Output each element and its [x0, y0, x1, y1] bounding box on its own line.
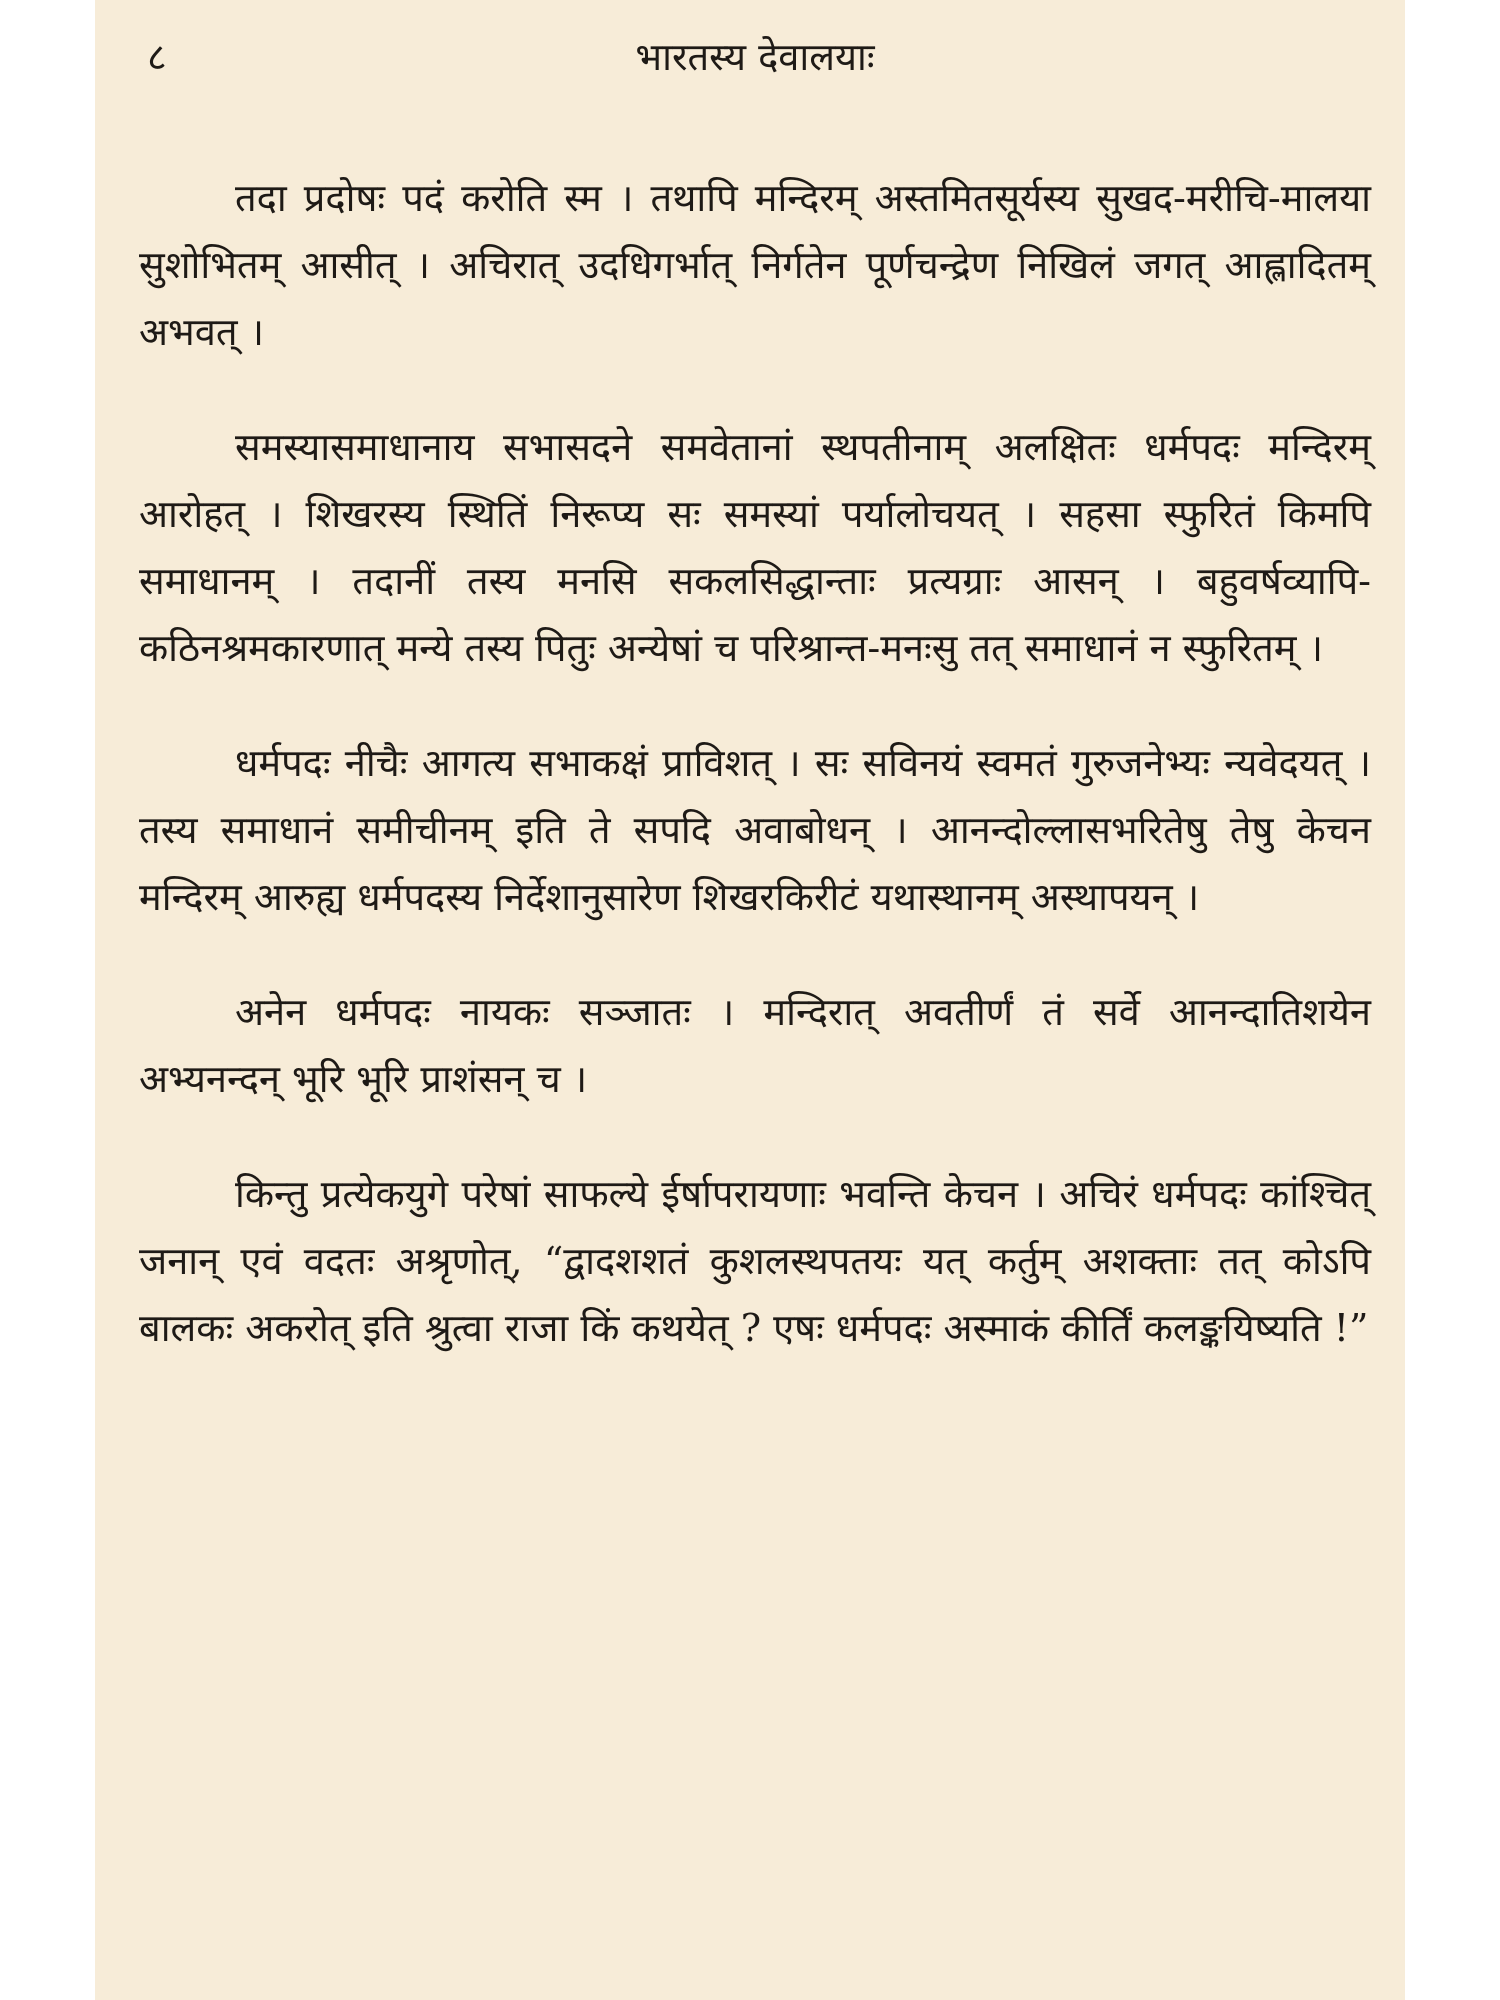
paragraph: धर्मपदः नीचैः आगत्य सभाकक्षं प्राविशत् । सः सविनयं स्वमतं गुरुजनेभ्यः न्यवेदयत् । तस्य समाधानं समीचीनम् इति ते सपदि अवाबोधन् । आनन्दोल्लासभरितेषु तेषु केचन मन्दिरम् आरुह्य धर्मपदस्य निर्देशानुसारेण शिखरकिरीटं यथास्थानम् अस्थापयन् ।	[139, 741, 1371, 919]
page-number: ८	[147, 35, 167, 79]
paragraph: किन्तु प्रत्येकयुगे परेषां साफल्ये ईर्षापरायणाः भवन्ति केचन । अचिरं धर्मपदः कांश्चित् जनान् एवं वदतः अश्रृणोत्, “द्वादशशतं कुशलस्थपतयः यत् कर्तुम् अशक्ताः तत् कोऽपि बालकः अकरोत् इति श्रुत्वा राजा किं कथयेत् ? एषः धर्मपदः अस्माकं कीर्तिं कलङ्कयिष्यति !”	[139, 1172, 1371, 1350]
paragraph: अनेन धर्मपदः नायकः सञ्जातः । मन्दिरात् अवतीर्णं तं सर्वे आनन्दातिशयेन अभ्यनन्दन् भूरि भूरि प्राशंसन् च ।	[139, 990, 1371, 1101]
page-body	[139, 165, 1371, 1410]
running-title: भारतस्य देवालयाः	[635, 35, 875, 79]
page-header	[139, 0, 1371, 120]
paragraph: तदा प्रदोषः पदं करोति स्म । तथापि मन्दिरम् अस्तमितसूर्यस्य सुखद-मरीचि-मालया सुशोभितम् आसीत् । अचिरात् उदधिगर्भात् निर्गतेन पूर्णचन्द्रेण निखिलं जगत् आह्लादितम् अभवत् ।	[139, 176, 1371, 354]
book-page	[95, 0, 1405, 2000]
paragraph: समस्यासमाधानाय सभासदने समवेतानां स्थपतीनाम् अलक्षितः धर्मपदः मन्दिरम् आरोहत् । शिखरस्य स्थितिं निरूप्य सः समस्यां पर्यालोचयत् । सहसा स्फुरितं किमपि समाधानम् । तदानीं तस्य मनसि सकलसिद्धान्ताः प्रत्यग्राः आसन् । बहुवर्षव्यापि-कठिनश्रमकारणात् मन्ये तस्य पितुः अन्येषां च परिश्रान्त-मनःसु तत् समाधानं न स्फुरितम् ।	[139, 425, 1371, 670]
